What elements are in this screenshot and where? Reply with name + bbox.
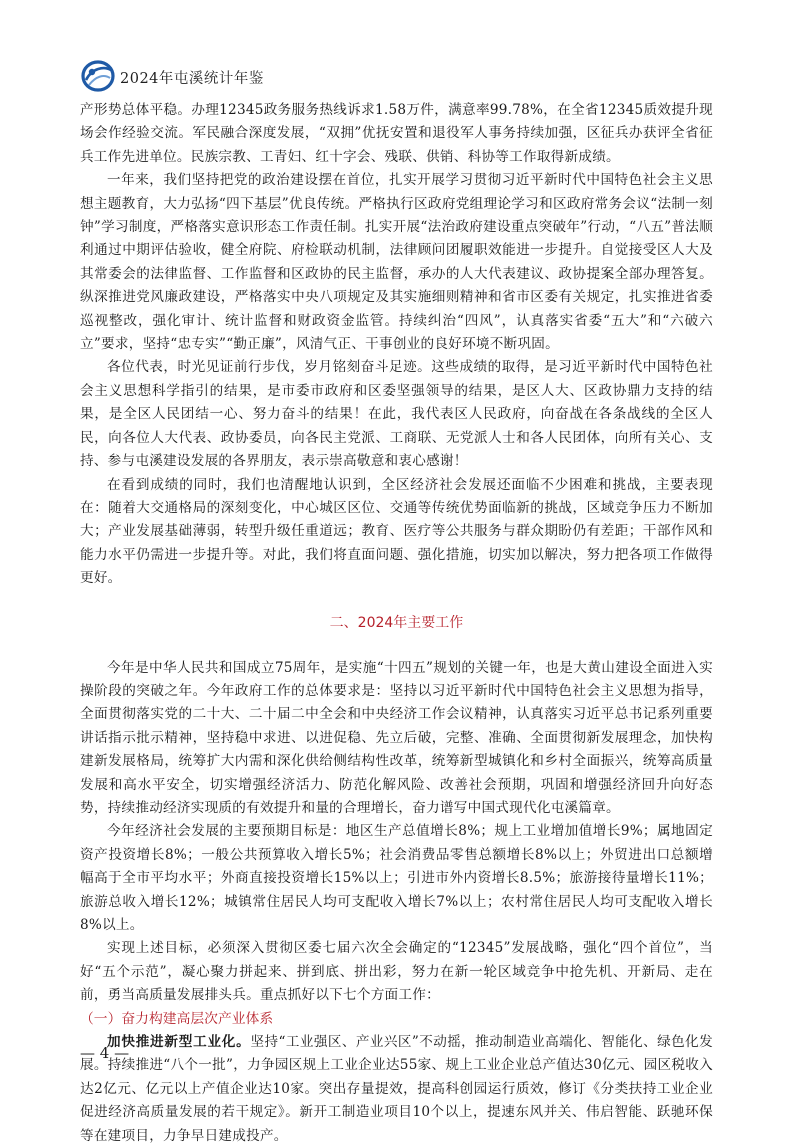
main-paragraphs <box>80 657 713 1008</box>
section-title: 二、2024年主要工作 <box>329 614 464 631</box>
paragraph-lead: 加快推进新型工业化。 <box>107 1034 251 1051</box>
intro-paragraphs <box>80 99 713 591</box>
yearbook-title: 2024年屯溪统计年鉴 <box>120 71 264 87</box>
body-paragraph: 各位代表，时光见证前行步伐，岁月铭刻奋斗足迹。这些成绩的取得，是习近平新时代中国特色社会主义思想科学指引的结果，是市委市政府和区委坚强领导的结果，是区人大、区政协鼎力支持的结果，是全区人民团结一心、努力奋斗的结果！在此，我代表区人民政府，向奋战在各条战线的全区人民，向各位人大代表、政协委员，向各民主党派、工商联、无党派人士和各人民团体，向所有关心、支持、参与屯溪建设发展的各界朋友，表示崇高敬意和衷心感谢！ <box>80 359 713 470</box>
page-number: — 4 — <box>80 1044 130 1062</box>
body-paragraph: 在看到成绩的同时，我们也清醒地认识到，全区经济社会发展还面临不少困难和挑战，主要表现在：随着大交通格局的深刻变化，中心城区区位、交通等传统优势面临新的挑战，区域竞争压力不断加大；产业发展基础薄弱，转型升级任重道远；教育、医疗等公共服务与群众期盼仍有差距；干部作风和能力水平仍需进一步提升等。对此，我们将直面问题、强化措施，切实加以解决，努力把各项工作做得更好。 <box>80 476 713 587</box>
document-body <box>80 99 713 1148</box>
subsection-title: （一）奋力构建高层次产业体系 <box>80 1010 274 1027</box>
page-header <box>80 58 720 94</box>
body-paragraph: 今年是中华人民共和国成立75周年，是实施“十四五”规划的关键一年，也是大黄山建设全面进入实操阶段的突破之年。今年政府工作的总体要求是：坚持以习近平新时代中国特色社会主义思想为指导，全面贯彻落实党的二十大、二十届二中全会和中央经济工作会议精神，认真落实习近平总书记系列重要讲话指示批示精神，坚持稳中求进、以进促稳、先立后破，完整、准确、全面贯彻新发展理念，加快构建新发展格局，统筹扩大内需和深化供给侧结构性改革，统筹新型城镇化和乡村全面振兴，统筹高质量发展和高水平安全，切实增强经济活力、防范化解风险、改善社会预期，巩固和增强经济回升向好态势，持续推动经济实现质的有效提升和量的合理增长，奋力谱写中国式现代化屯溪篇章。 <box>80 659 713 816</box>
body-paragraph: 实现上述目标，必须深入贯彻区委七届六次全会确定的“12345”发展战略，强化“四个首位”，当好“五个示范”，凝心聚力拼起来、拼到底、拼出彩，努力在新一轮区域竞争中抢先机、开新局、走在前，勇当高质量发展排头兵。重点抓好以下七个方面工作： <box>80 940 713 1004</box>
body-paragraph: 产形势总体平稳。办理12345政务服务热线诉求1.58万件，满意率99.78%，在全省12345质效提升现场会作经验交流。军民融合深度发展，“双拥”优抚安置和退役军人事务持续加强，区征兵办获评全省征兵工作先进单位。民族宗教、工青妇、红十字会、残联、供销、科协等工作取得新成绩。 <box>80 102 713 165</box>
yearbook-logo-icon <box>80 58 116 94</box>
paragraph-text: 坚持“工业强区、产业兴区”不动摇，推动制造业高端化、智能化、绿色化发展。持续推进“八个一批”，力争园区规上工业企业达55家、规上工业企业总产值达30亿元、园区税收入达2亿元、亿元以上产值企业达10家。突出存量提效，提高科创园运行质效，修订《分类扶持工业企业促进经济高质量发展的若干规定》。新开工制造业项目10个以上，提速东风并关、伟启智能、跃驰环保等在建项目，力争早日建成投产。 <box>80 1034 714 1144</box>
final-paragraph <box>80 1031 713 1148</box>
body-paragraph: 一年来，我们坚持把党的政治建设摆在首位，扎实开展学习贯彻习近平新时代中国特色社会主义思想主题教育，大力弘扬“四下基层”优良传统。严格执行区政府党组理论学习和区政府常务会议“法制一刻钟”学习制度，严格落实意识形态工作责任制。扎实开展“法治政府建设重点突破年”行动，“八五”普法顺利通过中期评估验收，健全府院、府检联动机制，法律顾问团履职效能进一步提升。自觉接受区人大及其常委会的法律监督、工作监督和区政协的民主监督，承办的人大代表建议、政协提案全部办理答复。纵深推进党风廉政建设，严格落实中央八项规定及其实施细则精神和省市区委有关规定，扎实推进省委巡视整改，强化审计、统计监督和财政资金监管。持续纠治“四风”，认真落实省委“五大”和“六破六立”要求，坚持“忠专实”“勤正廉”，风清气正、干事创业的良好环境不断巩固。 <box>80 172 713 353</box>
body-paragraph: 今年经济社会发展的主要预期目标是：地区生产总值增长8%；规上工业增加值增长9%；属地固定资产投资增长8%；一般公共预算收入增长5%；社会消费品零售总额增长8%以上；外贸进出口总额增幅高于全市平均水平；外商直接投资增长15%以上；引进市外内资增长8.5%；旅游接待量增长11%；旅游总收入增长12%；城镇常住居民人均可支配收入增长7%以上；农村常住居民人均可支配收入增长8%以上。 <box>80 823 713 933</box>
